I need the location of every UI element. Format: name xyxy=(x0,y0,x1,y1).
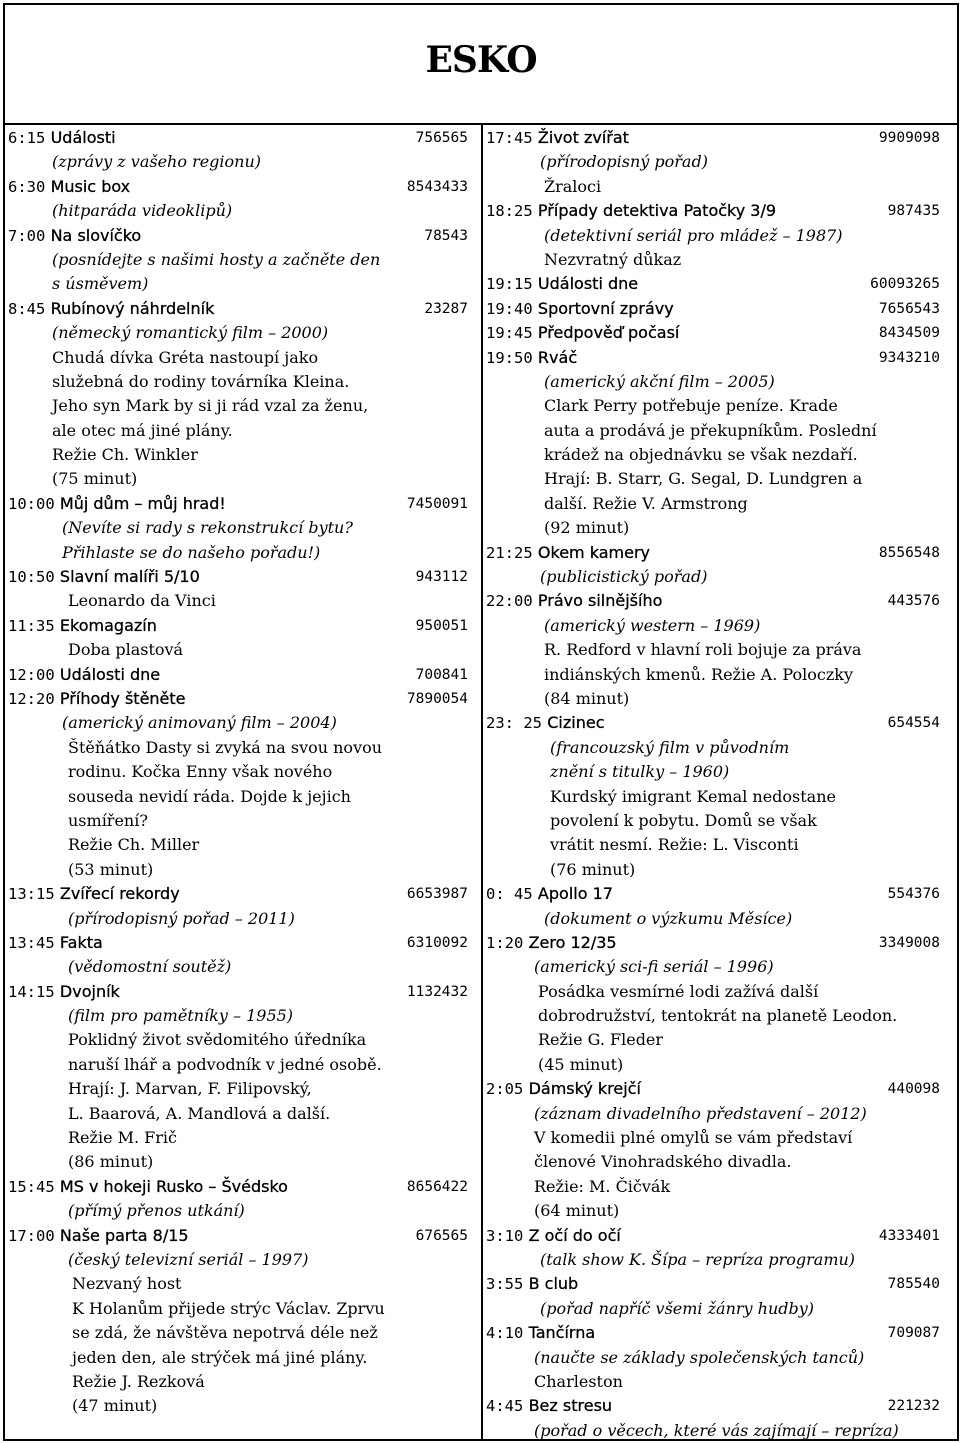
program-description xyxy=(8,589,468,613)
program-entry xyxy=(8,931,468,955)
program-code: 9343210 xyxy=(878,349,940,366)
program-time: 15:45 xyxy=(8,1177,55,1196)
genre-text: (pořad napříč všemi žánry hudby) xyxy=(540,1298,815,1318)
program-description xyxy=(486,663,940,687)
program-description xyxy=(8,785,468,809)
program-genre xyxy=(486,565,940,589)
program-title: Z očí do očí xyxy=(528,1225,621,1245)
program-genre xyxy=(8,1248,468,1272)
program-title: Případy detektiva Patočky 3/9 xyxy=(537,201,777,221)
program-title: Slavní malíři 5/10 xyxy=(59,567,200,587)
program-code: 78543 xyxy=(424,227,468,244)
description-text: rodinu. Kočka Enny však nového xyxy=(68,762,333,782)
description-text: (45 minut) xyxy=(538,1054,624,1074)
program-entry xyxy=(8,1175,468,1199)
program-description xyxy=(486,687,940,711)
program-entry xyxy=(486,199,940,223)
program-code: 654554 xyxy=(887,715,940,732)
description-text: Režie: M. Čičvák xyxy=(534,1176,671,1196)
description-text: krádež na objednávku se však nezdaří. xyxy=(544,445,858,465)
program-code: 23287 xyxy=(424,300,468,317)
program-genre xyxy=(8,516,468,540)
genre-text: (vědomostní soutěž) xyxy=(68,957,232,977)
genre-text: (německý romantický film – 2000) xyxy=(52,323,329,343)
description-text: Režie G. Fleder xyxy=(538,1030,664,1050)
program-entry xyxy=(486,1394,940,1418)
program-code: 9909098 xyxy=(878,130,940,146)
program-time: 17:45 xyxy=(486,129,533,147)
program-code: 443576 xyxy=(887,593,940,610)
program-description xyxy=(486,1175,940,1199)
program-description xyxy=(486,394,940,418)
program-genre xyxy=(8,199,468,223)
description-text: naruší lhář a podvodník v jedné osobě. xyxy=(68,1054,382,1074)
program-code: 756565 xyxy=(415,130,468,146)
genre-text: (přímý přenos utkání) xyxy=(68,1201,245,1221)
genre-text: s úsměvem) xyxy=(52,274,149,294)
description-text: ale otec má jiné plány. xyxy=(52,420,233,440)
program-genre xyxy=(8,955,468,979)
description-text: Chudá dívka Gréta nastoupí jako xyxy=(52,347,319,367)
program-title: Události dne xyxy=(537,274,639,294)
program-code: 676565 xyxy=(415,1227,468,1244)
program-title: Bez stresu xyxy=(528,1396,613,1416)
program-time: 13:15 xyxy=(8,885,55,904)
description-text: Nezvaný host xyxy=(72,1274,182,1294)
program-code: 785540 xyxy=(887,1276,940,1293)
program-description xyxy=(486,419,940,443)
genre-text: (zprávy z vašeho regionu) xyxy=(52,152,262,172)
description-text: Leonardo da Vinci xyxy=(68,591,216,611)
description-text: Štěňátko Dasty si zvyká na svou novou xyxy=(68,737,383,757)
program-title: Sportovní zprávy xyxy=(537,298,674,318)
program-code: 3349008 xyxy=(878,934,940,951)
program-code: 7656543 xyxy=(878,300,940,317)
program-description xyxy=(8,809,468,833)
program-time: 19:50 xyxy=(486,348,533,367)
program-description xyxy=(486,638,940,662)
program-description xyxy=(486,443,940,467)
program-entry xyxy=(8,687,468,711)
column-divider xyxy=(481,125,483,1439)
program-description xyxy=(8,1272,468,1296)
program-time: 14:15 xyxy=(8,982,55,1001)
program-title: Události xyxy=(50,128,116,147)
genre-text: (americký animovaný film – 2004) xyxy=(62,713,337,733)
program-genre xyxy=(8,1004,468,1028)
program-description xyxy=(8,1102,468,1126)
program-code: 1132432 xyxy=(406,983,468,1000)
program-title: Apollo 17 xyxy=(537,884,613,904)
program-code: 60093265 xyxy=(870,276,940,293)
program-description xyxy=(486,467,940,491)
program-entry xyxy=(8,1224,468,1248)
program-time: 21:25 xyxy=(486,543,533,562)
program-code: 8543433 xyxy=(406,178,468,195)
program-entry xyxy=(8,980,468,1004)
description-text: (64 minut) xyxy=(534,1201,620,1221)
program-code: 943112 xyxy=(415,569,468,586)
program-title: Dámský krejčí xyxy=(528,1079,641,1099)
program-entry xyxy=(8,492,468,516)
program-description xyxy=(486,492,940,516)
program-description xyxy=(8,1346,468,1370)
genre-text: (americký sci-fi seriál – 1996) xyxy=(534,957,774,977)
program-entry xyxy=(486,297,940,321)
description-text: Posádka vesmírné lodi zažívá další xyxy=(538,981,819,1001)
program-entry xyxy=(486,1272,940,1296)
program-code: 221232 xyxy=(887,1398,940,1415)
program-description xyxy=(486,1150,940,1174)
program-genre xyxy=(486,614,940,638)
program-entry xyxy=(486,711,940,735)
program-time: 18:25 xyxy=(486,202,533,221)
program-code: 6310092 xyxy=(406,934,468,951)
program-description xyxy=(8,858,468,882)
genre-text: (přírodopisný pořad) xyxy=(540,152,708,172)
program-description xyxy=(8,1126,468,1150)
description-text: K Holanům přijede strýc Václav. Zprvu xyxy=(72,1298,385,1318)
program-title: Dvojník xyxy=(59,981,120,1001)
program-time: 12:00 xyxy=(8,665,55,684)
program-title: Ekomagazín xyxy=(59,615,157,635)
description-text: se zdá, že návštěva nepotrvá déle než xyxy=(72,1323,378,1343)
program-entry xyxy=(486,1077,940,1101)
program-entry xyxy=(8,175,468,199)
program-entry xyxy=(8,297,468,321)
program-entry xyxy=(486,589,940,613)
description-text: členové Vinohradského divadla. xyxy=(534,1152,792,1172)
description-text: auta a prodává je překupníkům. Poslední xyxy=(544,420,877,440)
program-genre xyxy=(8,150,468,174)
description-text: Režie Ch. Winkler xyxy=(52,445,198,465)
description-text: usmíření? xyxy=(68,810,148,830)
program-description xyxy=(8,1028,468,1052)
program-time: 3:55 xyxy=(486,1275,524,1294)
program-entry xyxy=(486,541,940,565)
description-text: V komedii plné omylů se vám představí xyxy=(534,1128,853,1148)
program-code: 8656422 xyxy=(406,1178,468,1195)
program-description xyxy=(486,809,940,833)
description-text: Hrají: B. Starr, G. Segal, D. Lundgren a xyxy=(544,469,863,489)
program-genre xyxy=(8,907,468,931)
program-entry xyxy=(8,126,468,150)
program-genre xyxy=(8,248,468,272)
description-text: vrátit nesmí. Režie: L. Visconti xyxy=(550,835,799,855)
program-title: Fakta xyxy=(59,932,103,952)
program-description xyxy=(486,1053,940,1077)
page-title: ESKO xyxy=(425,39,537,81)
program-entry xyxy=(486,1321,940,1345)
program-description xyxy=(486,175,940,199)
genre-text: (francouzský film v původním xyxy=(550,737,790,757)
program-time: 3:10 xyxy=(486,1226,524,1245)
program-description xyxy=(486,833,940,857)
genre-text: (americký western – 1969) xyxy=(544,615,761,635)
program-title: Příhody štěněte xyxy=(59,688,186,708)
program-code: 700841 xyxy=(415,666,468,683)
program-entry xyxy=(8,565,468,589)
program-entry xyxy=(486,346,940,370)
program-description xyxy=(8,419,468,443)
program-time: 7:00 xyxy=(8,226,46,245)
program-description xyxy=(8,760,468,784)
program-title: Okem kamery xyxy=(537,542,650,562)
program-code: 6653987 xyxy=(406,886,468,903)
program-title: Rubínový náhrdelník xyxy=(50,298,215,318)
program-title: Můj dům – můj hrad! xyxy=(59,493,226,513)
description-text: (53 minut) xyxy=(68,859,154,879)
right-column xyxy=(486,126,940,1443)
program-description xyxy=(8,833,468,857)
genre-text: (posnídejte s našimi hosty a začněte den xyxy=(52,249,381,269)
program-entry xyxy=(8,614,468,638)
program-title: Rváč xyxy=(537,347,578,367)
program-genre xyxy=(8,711,468,735)
program-genre xyxy=(486,1248,940,1272)
program-time: 0: 45 xyxy=(486,885,533,904)
program-genre xyxy=(8,321,468,345)
program-genre xyxy=(486,1102,940,1126)
program-time: 11:35 xyxy=(8,616,55,635)
genre-text: (záznam divadelního představení – 2012) xyxy=(534,1103,867,1123)
program-description xyxy=(8,1150,468,1174)
program-time: 4:45 xyxy=(486,1397,524,1416)
description-text: Doba plastová xyxy=(68,640,184,660)
genre-text: (Nevíte si rady s rekonstrukcí bytu? xyxy=(62,518,353,538)
description-text: (47 minut) xyxy=(72,1396,158,1416)
program-entry xyxy=(486,321,940,345)
description-text: (75 minut) xyxy=(52,469,138,489)
genre-text: (publicistický pořad) xyxy=(540,567,708,587)
description-text: Režie J. Rezková xyxy=(72,1371,205,1391)
program-description xyxy=(8,467,468,491)
left-column xyxy=(8,126,468,1419)
program-entry xyxy=(8,882,468,906)
program-description xyxy=(486,1370,940,1394)
program-description xyxy=(8,1053,468,1077)
program-title: Music box xyxy=(50,176,131,196)
description-text: Žraloci xyxy=(544,176,602,196)
description-text: Nezvratný důkaz xyxy=(544,249,682,269)
program-genre xyxy=(486,907,940,931)
program-description xyxy=(486,1126,940,1150)
program-genre xyxy=(486,955,940,979)
program-code: 8556548 xyxy=(878,544,940,561)
program-genre xyxy=(486,224,940,248)
program-description xyxy=(8,1394,468,1418)
genre-text: (hitparáda videoklipů) xyxy=(52,201,233,221)
program-time: 19:15 xyxy=(486,275,533,294)
genre-text: (pořad o věcech, které vás zajímají – repríza) xyxy=(534,1420,899,1440)
genre-text: (český televizní seriál – 1997) xyxy=(68,1249,309,1269)
program-title: Na slovíčko xyxy=(50,225,142,245)
program-description xyxy=(8,1321,468,1345)
program-code: 950051 xyxy=(415,617,468,634)
program-title: Zero 12/35 xyxy=(528,932,617,952)
program-description xyxy=(8,370,468,394)
program-genre xyxy=(486,760,940,784)
program-title: Zvířecí rekordy xyxy=(59,884,180,904)
program-code: 709087 xyxy=(887,1325,940,1342)
description-text: Charleston xyxy=(534,1371,623,1391)
program-time: 19:40 xyxy=(486,299,533,318)
description-text: (86 minut) xyxy=(68,1152,154,1172)
program-time: 22:00 xyxy=(486,592,533,611)
program-time: 10:00 xyxy=(8,494,55,513)
genre-text: znění s titulky – 1960) xyxy=(550,762,730,782)
program-genre xyxy=(486,370,940,394)
program-time: 6:15 xyxy=(8,129,46,147)
program-genre xyxy=(8,541,468,565)
program-description xyxy=(486,785,940,809)
program-entry xyxy=(486,126,940,150)
program-description xyxy=(8,443,468,467)
genre-text: (dokument o výzkumu Měsíce) xyxy=(544,908,793,928)
program-genre xyxy=(486,150,940,174)
program-title: Cizinec xyxy=(547,713,605,733)
program-code: 440098 xyxy=(887,1081,940,1098)
program-description xyxy=(8,394,468,418)
description-text: R. Redford v hlavní roli bojuje za práva xyxy=(544,640,862,660)
program-description xyxy=(486,1004,940,1028)
description-text: (92 minut) xyxy=(544,518,630,538)
program-code: 554376 xyxy=(887,886,940,903)
program-title: Předpověď počasí xyxy=(537,323,680,343)
program-entry xyxy=(8,663,468,687)
genre-text: (detektivní seriál pro mládež – 1987) xyxy=(544,225,843,245)
description-text: Režie Ch. Miller xyxy=(68,835,200,855)
program-description xyxy=(8,1297,468,1321)
program-genre xyxy=(8,272,468,296)
description-text: L. Baarová, A. Mandlová a další. xyxy=(68,1103,331,1123)
header xyxy=(5,5,957,125)
program-code: 8434509 xyxy=(878,325,940,342)
program-title: Tančírna xyxy=(528,1323,596,1343)
program-time: 12:20 xyxy=(8,689,55,708)
genre-text: (naučte se základy společenských tanců) xyxy=(534,1347,865,1367)
program-title: Život zvířat xyxy=(537,128,629,147)
program-genre xyxy=(8,1199,468,1223)
program-title: Právo silnějšího xyxy=(537,591,663,611)
program-code: 987435 xyxy=(887,203,940,220)
program-genre xyxy=(486,1346,940,1370)
program-description xyxy=(486,1028,940,1052)
program-title: Naše parta 8/15 xyxy=(59,1225,189,1245)
description-text: (76 minut) xyxy=(550,859,636,879)
description-text: Poklidný život svědomitého úředníka xyxy=(68,1030,367,1050)
program-description xyxy=(8,1077,468,1101)
program-code: 7450091 xyxy=(406,495,468,512)
program-genre xyxy=(486,1297,940,1321)
program-code: 4333401 xyxy=(878,1227,940,1244)
program-time: 19:45 xyxy=(486,324,533,343)
description-text: indiánských kmenů. Režie A. Poloczky xyxy=(544,664,854,684)
program-entry xyxy=(486,1224,940,1248)
program-title: Události dne xyxy=(59,664,161,684)
program-time: 4:10 xyxy=(486,1324,524,1343)
genre-text: Přihlaste se do našeho pořadu!) xyxy=(62,542,321,562)
description-text: Jeho syn Mark by si ji rád vzal za ženu, xyxy=(52,396,369,416)
program-time: 2:05 xyxy=(486,1080,524,1099)
program-time: 13:45 xyxy=(8,933,55,952)
genre-text: (americký akční film – 2005) xyxy=(544,371,775,391)
description-text: souseda nevidí ráda. Dojde k jejich xyxy=(68,786,351,806)
program-description xyxy=(8,346,468,370)
program-entry xyxy=(486,931,940,955)
description-text: Režie M. Frič xyxy=(68,1128,177,1148)
program-description xyxy=(486,1199,940,1223)
program-description xyxy=(486,858,940,882)
description-text: (84 minut) xyxy=(544,688,630,708)
program-time: 6:30 xyxy=(8,177,46,196)
program-entry xyxy=(486,882,940,906)
program-description xyxy=(8,638,468,662)
program-time: 1:20 xyxy=(486,933,524,952)
program-time: 23: 25 xyxy=(486,714,542,733)
description-text: povolení k pobytu. Domů se však xyxy=(550,810,817,830)
program-time: 8:45 xyxy=(8,299,46,318)
genre-text: (film pro pamětníky – 1955) xyxy=(68,1006,294,1026)
program-entry xyxy=(8,224,468,248)
description-text: jeden den, ale strýček má jiné plány. xyxy=(72,1347,368,1367)
description-text: Clark Perry potřebuje peníze. Krade xyxy=(544,396,838,416)
program-entry xyxy=(486,272,940,296)
program-description xyxy=(486,516,940,540)
program-time: 17:00 xyxy=(8,1226,55,1245)
program-title: B club xyxy=(528,1274,579,1294)
program-description xyxy=(8,1370,468,1394)
program-code: 7890054 xyxy=(406,690,468,707)
program-time: 10:50 xyxy=(8,568,55,587)
description-text: služebná do rodiny továrníka Kleina. xyxy=(52,371,350,391)
description-text: další. Režie V. Armstrong xyxy=(544,493,748,513)
description-text: Hrají: J. Marvan, F. Filipovský, xyxy=(68,1079,312,1099)
description-text: dobrodružství, tentokrát na planetě Leodon. xyxy=(538,1006,898,1026)
program-description xyxy=(486,980,940,1004)
program-description xyxy=(8,736,468,760)
description-text: Kurdský imigrant Kemal nedostane xyxy=(550,786,836,806)
program-genre xyxy=(486,1419,940,1443)
program-description xyxy=(486,248,940,272)
genre-text: (talk show K. Šípa – repríza programu) xyxy=(540,1249,856,1269)
program-genre xyxy=(486,736,940,760)
program-title: MS v hokeji Rusko – Švédsko xyxy=(59,1176,288,1196)
genre-text: (přírodopisný pořad – 2011) xyxy=(68,908,295,928)
